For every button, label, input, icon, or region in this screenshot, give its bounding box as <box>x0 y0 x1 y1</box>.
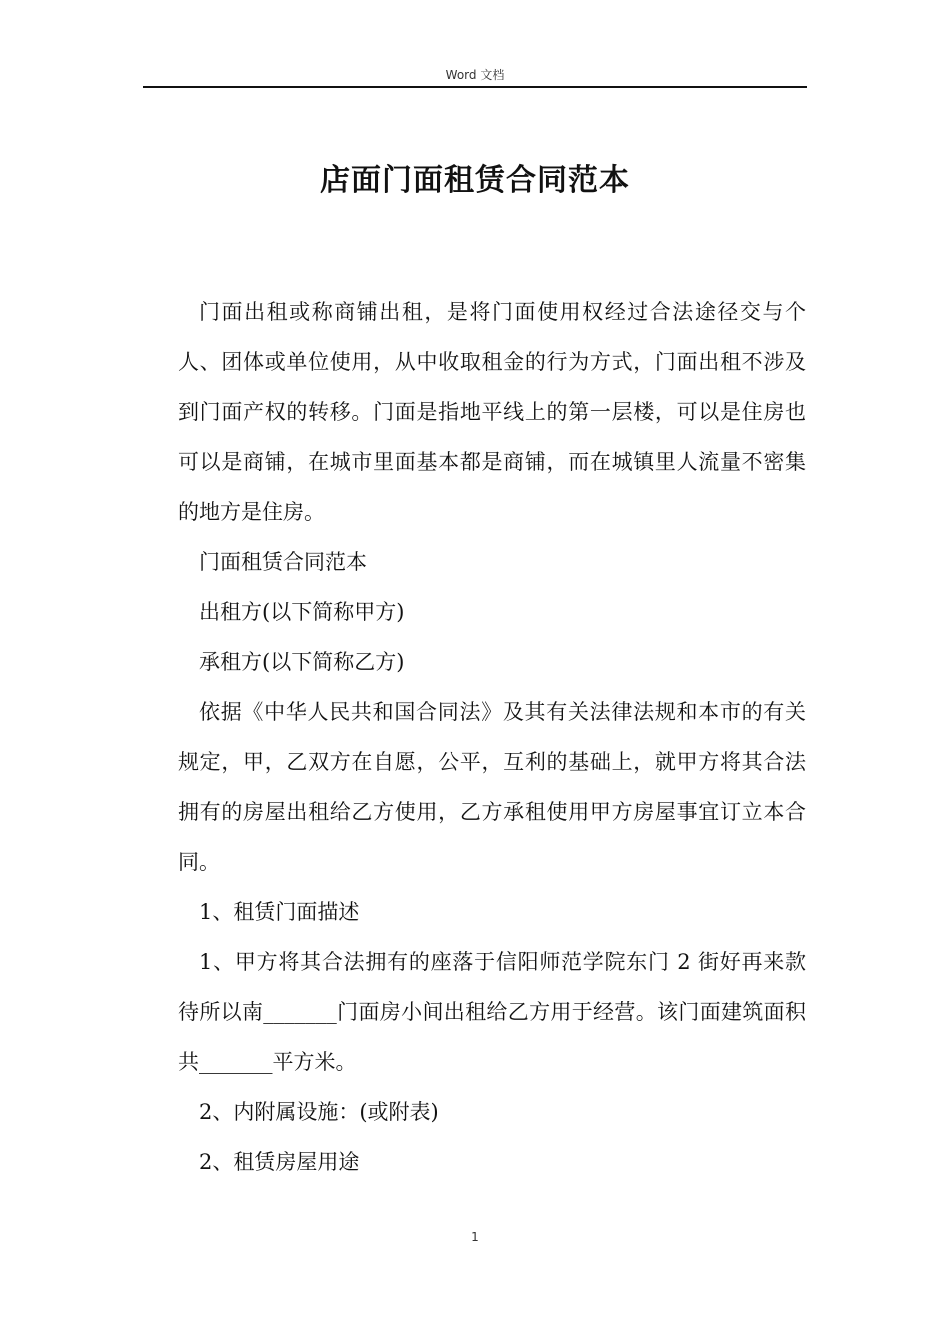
paragraph-contract-heading: 门面租赁合同范本 <box>199 550 367 574</box>
paragraph-facilities: 2、内附属设施：(或附表) <box>199 1100 439 1124</box>
header-divider <box>143 86 807 88</box>
paragraph-basis: 依据《中华人民共和国合同法》及其有关法律法规和本市的有关规定，甲，乙双方在自愿，公平，互利的基础上，就甲方将其合法拥有的房屋出租给乙方使用，乙方承租使用甲方房屋事宜订立本合同。 <box>178 700 806 874</box>
paragraph-lessor: 出租方(以下简称甲方) <box>199 600 405 624</box>
page-number: 1 <box>471 1230 479 1244</box>
paragraph-location: 1、甲方将其合法拥有的座落于信阳师范学院东门 2 街好再来款待所以南_______门面房小间出租给乙方用于经营。该门面建筑面积共_______平方米。 <box>178 950 806 1074</box>
document-body <box>178 287 806 1187</box>
section-heading-description: 1、租赁门面描述 <box>199 900 360 924</box>
paragraph-lessee: 承租方(以下简称乙方) <box>199 650 405 674</box>
paragraph-intro: 门面出租或称商铺出租，是将门面使用权经过合法途径交与个人、团体或单位使用，从中收取租金的行为方式，门面出租不涉及到门面产权的转移。门面是指地平线上的第一层楼，可以是住房也可以是商铺，在城市里面基本都是商铺，而在城镇里人流量不密集的地方是住房。 <box>178 300 806 524</box>
section-heading-usage: 2、租赁房屋用途 <box>199 1150 360 1174</box>
header-label: Word 文档 <box>445 68 505 82</box>
document-title: 店面门面租赁合同范本 <box>320 163 630 198</box>
